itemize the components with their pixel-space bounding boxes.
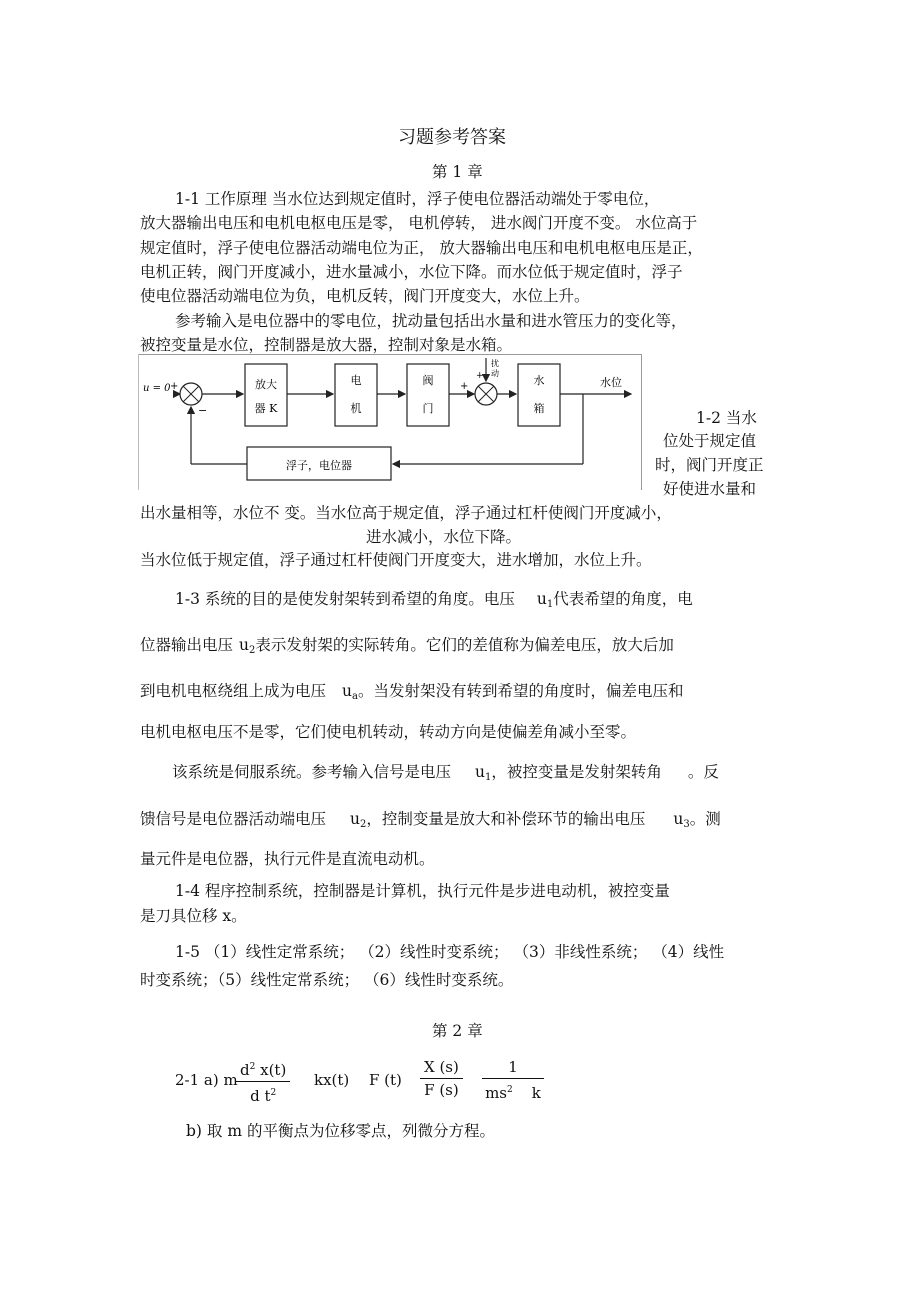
eq-fraction-3	[482, 1057, 544, 1103]
eq-f1-den-sup: 2	[270, 1088, 277, 1098]
p13-l1-sub: 1	[546, 599, 554, 610]
p13-line-5	[172, 762, 719, 788]
eq-fraction-1-num	[236, 1057, 290, 1082]
p13-l6-sub2: 3	[683, 819, 690, 830]
p12-side-2: 位处于规定值	[663, 432, 757, 450]
motor-label-2: 机	[350, 402, 362, 415]
eq-fraction-1-den	[236, 1082, 290, 1106]
p13-l6-text: 馈信号是电位器活动端电压	[140, 810, 327, 828]
p11-line-1: 1-1 工作原理 当水位达到规定值时，浮子使电位器活动端处于零电位，	[175, 190, 660, 208]
p13-l1-text: 1-3 系统的目的是使发射架转到希望的角度。电压	[175, 590, 515, 608]
valve-label-1: 阀	[422, 374, 434, 387]
document-title: 习题参考答案	[398, 127, 506, 148]
disturbance-label-2: 动	[491, 369, 499, 378]
p13-l1-var: u	[536, 590, 547, 608]
eq-f1-x: x(t)	[255, 1061, 287, 1079]
eq-f3-ms: ms	[485, 1084, 507, 1102]
p12-line-1: 出水量相等，水位不 变。当水位高于规定值，浮子通过杠杆使阀门开度减小，	[140, 504, 672, 522]
p13-line-6	[140, 809, 721, 835]
amplifier-label-1: 放大	[255, 378, 277, 391]
amplifier-block	[245, 364, 287, 426]
p13-l5-var: u	[475, 763, 485, 781]
p13-l6-text2: ，控制变量是放大和补偿环节的输出电压	[366, 810, 646, 828]
valve-label-2: 门	[422, 402, 434, 415]
p13-line-4: 电机电枢电压不是零，它们使电机转动，转动方向是使偏差角减小至零。	[140, 723, 637, 741]
p13-l2-var: u	[239, 636, 249, 654]
tank-label-2: 箱	[533, 402, 545, 415]
p13-l2-sub: 2	[249, 645, 256, 656]
eq-fraction-2	[420, 1057, 463, 1100]
eq-kx-term: kx(t)	[314, 1071, 350, 1089]
p14-line-1: 1-4 程序控制系统，控制器是计算机，执行元件是步进电动机，被控变量	[175, 882, 670, 900]
p13-line-3	[140, 681, 683, 707]
eq-fraction-3-num: 1	[482, 1057, 544, 1079]
sum1-minus-sign: −	[198, 404, 208, 417]
p12-side-1: 1-2 当水	[696, 409, 757, 427]
p13-l3-text: 到电机电枢绕组上成为电压	[140, 682, 327, 700]
p11-line-3: 规定值时，浮子使电位器活动端电位为正， 放大器输出电压和电机电枢电压是正，	[140, 239, 703, 257]
feedback-label: 浮子，电位器	[286, 459, 352, 472]
motor-label-1: 电	[350, 374, 362, 387]
p13-l3-sub: a	[352, 691, 358, 702]
p13-l6-text3: 。测	[689, 810, 721, 828]
output-label: 水位	[600, 376, 622, 389]
p13-l2-text: 位器输出电压	[140, 636, 234, 654]
p12-line-2: 进水减小，水位下降。	[366, 528, 522, 546]
sum2-plus-sign: +	[460, 381, 469, 392]
p13-line-2	[140, 635, 674, 661]
p13-l3-text2: 。当发射架没有转到希望的角度时，偏差电压和	[357, 682, 684, 700]
eq-f3-sup: 2	[507, 1085, 513, 1095]
p13-l6-var: u	[350, 810, 360, 828]
eq-f1-d: d	[240, 1061, 250, 1079]
input-label: u = 0	[143, 383, 171, 394]
amplifier-label-2: 器 K	[254, 402, 278, 415]
p12-side-4: 好使进水量和	[663, 480, 757, 498]
eq-fraction-3-den	[482, 1079, 544, 1103]
chapter-2-heading: 第 2 章	[432, 1022, 483, 1040]
p12-side-3: 时，阀门开度正	[655, 456, 764, 474]
eq-fraction-2-den: F (s)	[424, 1081, 459, 1099]
p13-line-1	[175, 589, 693, 615]
disturbance-label-1: 扰	[491, 359, 499, 368]
eq-fraction-2-num: X (s)	[420, 1057, 463, 1079]
eq-ft-term: F (t)	[369, 1071, 402, 1089]
p13-l6-sub: 2	[360, 819, 367, 830]
chapter-1-heading: 第 1 章	[432, 163, 483, 181]
p15-line-1: 1-5 （1）线性定常系统； （2）线性时变系统； （3）非线性系统； （4）线性	[175, 943, 725, 961]
eq-f1-dt: d t	[250, 1087, 271, 1105]
eq-f1-sup: 2	[249, 1062, 256, 1072]
p13-l2-text2: 表示发射架的实际转角。它们的差值称为偏差电压，放大后加	[255, 636, 674, 654]
tank-label-1: 水	[533, 374, 545, 387]
p12-line-3: 当水位低于规定值，浮子通过杠杆使阀门开度变大，进水增加，水位上升。	[140, 551, 652, 569]
p11b-line-2: 被控变量是水位，控制器是放大器，控制对象是水箱。	[140, 336, 513, 354]
p13-line-7: 量元件是电位器，执行元件是直流电动机。	[140, 850, 435, 868]
p13-l5-sub: 1	[485, 772, 492, 783]
part-b-line: b) 取 m 的平衡点为位移零点，列微分方程。	[186, 1122, 495, 1140]
block-diagram	[138, 354, 646, 490]
p11-line-5: 使电位器活动端电位为负，电机反转，阀门开度变大，水位上升。	[140, 287, 590, 305]
eq-fraction-1	[236, 1057, 290, 1106]
p11-line-4: 电机正转，阀门开度减小，进水量减小，水位下降。而水位低于规定值时，浮子	[140, 263, 683, 281]
eq-prefix: 2-1 a) m	[175, 1071, 238, 1089]
p11-line-2: 放大器输出电压和电机电枢电压是零， 电机停转， 进水阀门开度不变。 水位高于	[140, 214, 698, 232]
p13-l5-text3: 。反	[687, 763, 719, 781]
p13-l1-text2: 代表希望的角度，电	[553, 590, 693, 608]
p13-l5-text: 该系统是伺服系统。参考输入信号是电压	[172, 763, 452, 781]
p11b-line-1: 参考输入是电位器中的零电位，扰动量包括出水量和进水管压力的变化等，	[175, 312, 687, 330]
p14-line-2: 是刀具位移 x。	[140, 907, 247, 925]
p13-l5-text2: ，被控变量是发射架转角	[491, 763, 662, 781]
p13-l6-var2: u	[673, 810, 684, 828]
eq-f3-k: k	[512, 1084, 541, 1102]
sum1-plus-sign: +	[170, 381, 179, 392]
p15-line-2: 时变系统；（5）线性定常系统； （6）线性时变系统。	[140, 971, 514, 989]
sum2-disturbance-plus-sign: +	[476, 371, 484, 381]
p13-l3-var: u	[342, 682, 352, 700]
